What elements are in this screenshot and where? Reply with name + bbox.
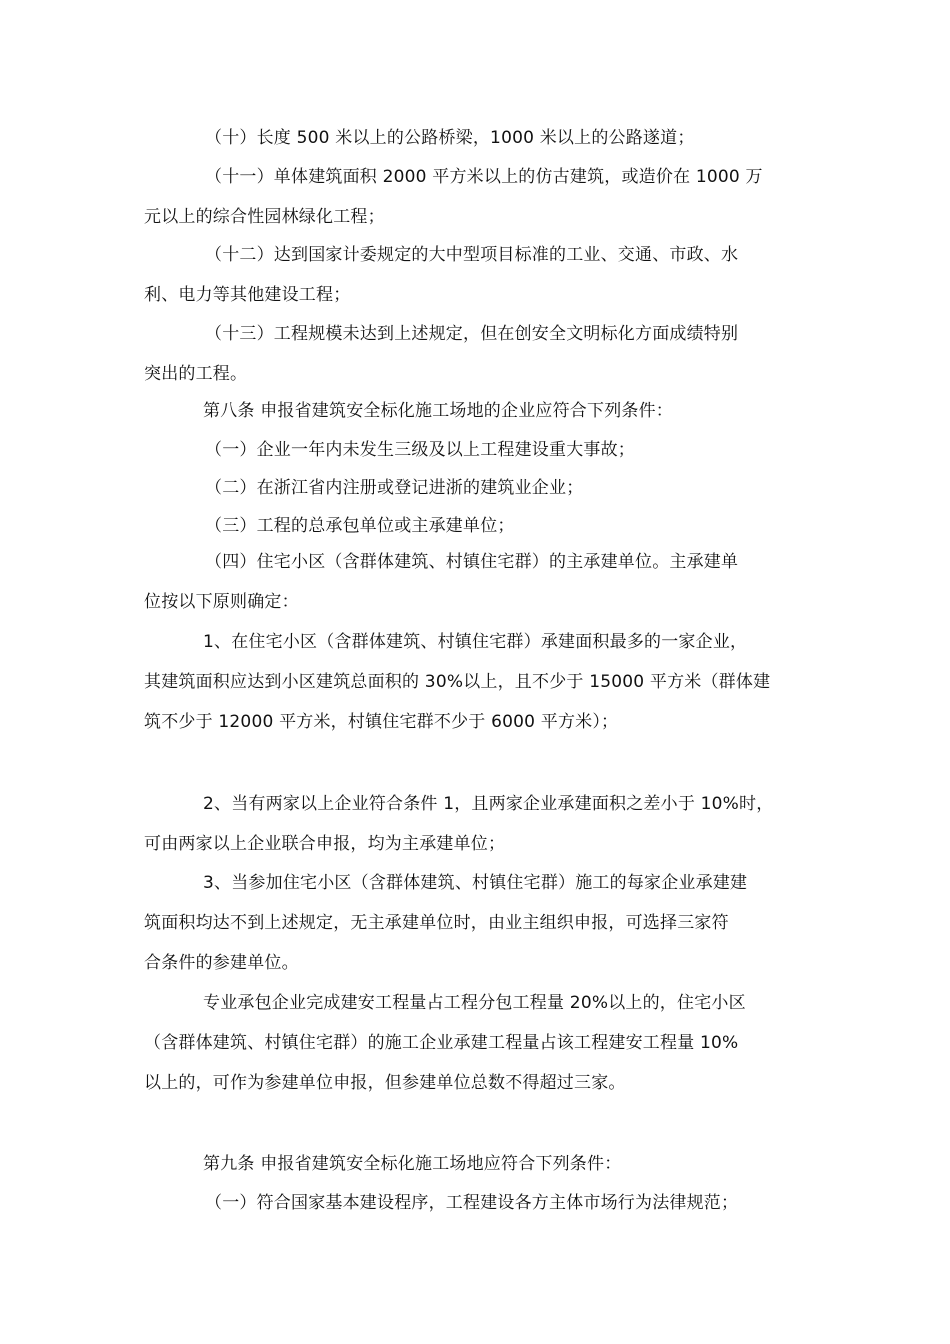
rule-1-line-2: 其建筑面积应达到小区建筑总面积的 30%以上，且不少于 15000 平方米（群体建 <box>144 672 771 692</box>
article-8-item-2: （二）在浙江省内注册或登记进浙的建筑业企业； <box>205 478 584 498</box>
rule-2-line-2: 可由两家以上企业联合申报，均为主承建单位； <box>144 834 506 854</box>
rule-3-line-2: 筑面积均达不到上述规定，无主承建单位时，由业主组织申报，可选择三家符 <box>144 913 729 933</box>
clause-12-line-2: 利、电力等其他建设工程； <box>144 285 351 305</box>
clause-13-line-2: 突出的工程。 <box>144 364 248 384</box>
clause-12-line-1: （十二）达到国家计委规定的大中型项目标准的工业、交通、市政、水 <box>205 245 739 265</box>
clause-13-line-1: （十三）工程规模未达到上述规定，但在创安全文明标化方面成绩特别 <box>205 324 739 344</box>
clause-11-line-1: （十一）单体建筑面积 2000 平方米以上的仿古建筑，或造价在 1000 万 <box>205 167 763 187</box>
rule-1-line-3: 筑不少于 12000 平方米，村镇住宅群不少于 6000 平方米）； <box>144 712 619 732</box>
article-9-heading: 第九条 申报省建筑安全标化施工场地应符合下列条件： <box>203 1154 622 1174</box>
note-line-3: 以上的，可作为参建单位申报，但参建单位总数不得超过三家。 <box>144 1073 626 1093</box>
clause-11-line-2: 元以上的综合性园林绿化工程； <box>144 207 385 227</box>
note-line-1: 专业承包企业完成建安工程量占工程分包工程量 20%以上的，住宅小区 <box>203 993 746 1013</box>
article-9-item-1: （一）符合国家基本建设程序，工程建设各方主体市场行为法律规范； <box>205 1193 739 1213</box>
rule-2-line-1: 2、当有两家以上企业符合条件 1，且两家企业承建面积之差小于 10%时， <box>203 794 774 814</box>
rule-3-line-3: 合条件的参建单位。 <box>144 953 299 973</box>
note-line-2: （含群体建筑、村镇住宅群）的施工企业承建工程量占该工程建安工程量 10% <box>144 1033 739 1053</box>
article-8-item-1: （一）企业一年内未发生三级及以上工程建设重大事故； <box>205 440 635 460</box>
article-8-item-4-line-1: （四）住宅小区（含群体建筑、村镇住宅群）的主承建单位。主承建单 <box>205 552 739 572</box>
rule-1-line-1: 1、在住宅小区（含群体建筑、村镇住宅群）承建面积最多的一家企业， <box>203 632 748 652</box>
rule-3-line-1: 3、当参加住宅小区（含群体建筑、村镇住宅群）施工的每家企业承建建 <box>203 873 748 893</box>
article-8-item-3: （三）工程的总承包单位或主承建单位； <box>205 516 515 536</box>
article-8-item-4-line-2: 位按以下原则确定： <box>144 592 299 612</box>
clause-10-line: （十）长度 500 米以上的公路桥梁，1000 米以上的公路遂道； <box>205 128 695 148</box>
article-8-heading: 第八条 申报省建筑安全标化施工场地的企业应符合下列条件： <box>203 401 674 421</box>
